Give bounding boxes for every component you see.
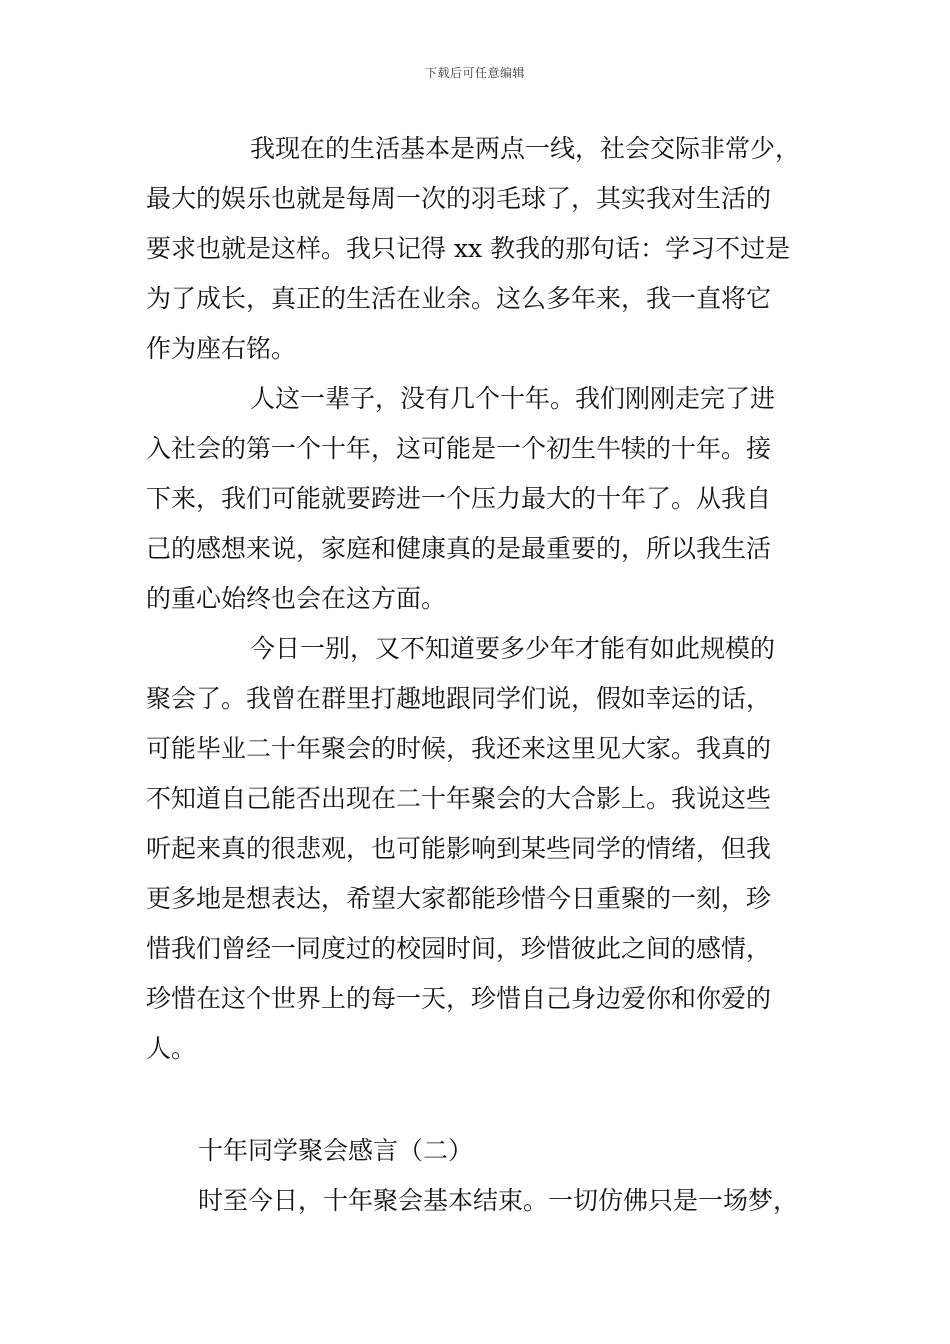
paragraph-line: 入社会的第一个十年，这可能是一个初生牛犊的十年。接 <box>146 434 772 463</box>
paragraph-line: 要求也就是这样。我只记得 xx 教我的那句话：学习不过是 <box>146 234 791 263</box>
paragraph-line: 己的感想来说，家庭和健康真的是最重要的，所以我生活 <box>146 534 772 563</box>
section-heading: 十年同学聚会感言（二） <box>198 1136 474 1165</box>
paragraph-2 <box>146 374 826 624</box>
paragraph-line: 更多地是想表达，希望大家都能珍惜今日重聚的一刻，珍 <box>146 884 772 913</box>
paragraph-line: 聚会了。我曾在群里打趣地跟同学们说，假如幸运的话， <box>146 684 772 713</box>
paragraph-line: 作为座右铭。 <box>146 334 297 363</box>
paragraph-3 <box>146 624 826 1074</box>
document-body <box>146 124 826 1226</box>
section-first-line: 时至今日，十年聚会基本结束。一切仿佛只是一场梦， <box>198 1186 799 1215</box>
paragraph-line: 最大的娱乐也就是每周一次的羽毛球了，其实我对生活的 <box>146 184 772 213</box>
paragraph-line: 我现在的生活基本是两点一线，社会交际非常少， <box>250 134 801 163</box>
paragraph-line: 的重心始终也会在这方面。 <box>146 584 447 613</box>
section-spacer <box>146 1074 826 1126</box>
paragraph-line: 人。 <box>146 1034 197 1063</box>
paragraph-line: 下来，我们可能就要跨进一个压力最大的十年了。从我自 <box>146 484 772 513</box>
paragraph-line: 可能毕业二十年聚会的时候，我还来这里见大家。我真的 <box>146 734 772 763</box>
paragraph-line: 惜我们曾经一同度过的校园时间，珍惜彼此之间的感情， <box>146 934 772 963</box>
paragraph-line: 珍惜在这个世界上的每一天，珍惜自己身边爱你和你爱的 <box>146 984 772 1013</box>
paragraph-line: 为了成长，真正的生活在业余。这么多年来，我一直将它 <box>146 284 772 313</box>
page-header-note: 下载后可任意编辑 <box>424 66 525 80</box>
paragraph-line: 今日一别，又不知道要多少年才能有如此规模的 <box>250 634 776 663</box>
paragraph-1 <box>146 124 826 374</box>
paragraph-line: 听起来真的很悲观，也可能影响到某些同学的情绪，但我 <box>146 834 772 863</box>
paragraph-line: 人这一辈子，没有几个十年。我们刚刚走完了进 <box>250 384 776 413</box>
paragraph-line: 不知道自己能否出现在二十年聚会的大合影上。我说这些 <box>146 784 772 813</box>
